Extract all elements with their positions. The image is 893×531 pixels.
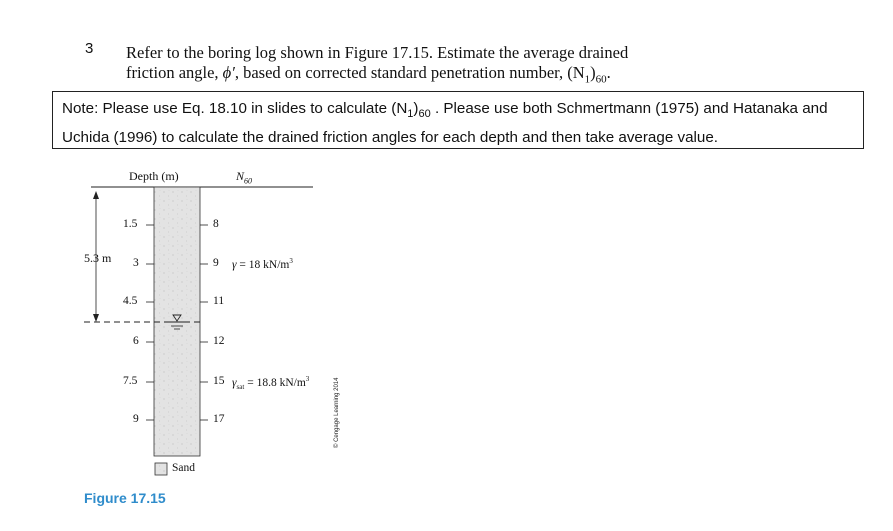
legend-swatch [155,463,167,475]
n60-value: 17 [213,413,225,425]
n60-value: 9 [213,257,219,269]
question-text-line2: friction angle, ϕ′, based on corrected standard penetration number, $(N_1)_{60}$. [126,63,611,86]
n60-value: 15 [213,375,225,387]
depth-header: Depth (m) [129,169,179,183]
legend-label: Sand [172,462,195,474]
n60-value: 11 [213,295,225,307]
question-text-line1: Refer to the boring log shown in Figure 17.15. Estimate the average drained [126,43,629,62]
n60-value: 12 [213,335,225,347]
figure-caption: Figure 17.15 [84,490,166,506]
depth-label: 7.5 [123,375,138,387]
note-box: Note: Please use Eq. 18.10 in slides to calculate $(N_1)_{60}$ . Please use both Schmertmann (1975) and Hatanaka and Uchida (1996) to calculate the drained friction angles for each depth and then take average value. [52,91,864,149]
unit-weight-layer1: γ = 18 $kN/m^3$ [232,257,293,271]
depth-label: 1.5 [123,218,138,230]
dimension-arrow-head-bottom [93,314,99,322]
dimension-arrow-head-top [93,191,99,199]
depth-label: 9 [133,413,139,425]
depth-label: 4.5 [123,295,138,307]
n60-value: 8 [213,218,219,230]
n60-header: $N_{60}$ [236,169,253,186]
depth-label: 3 [133,257,139,269]
water-table-depth-label: 5.3 m [84,251,112,265]
unit-weight-layer2: $\gamma_{sat} = 18.8$ $kN/m^3$ [232,375,310,392]
question-number: 3 [85,40,94,57]
depth-label: 6 [133,335,139,347]
copyright-text: © Cengage Learning 2014 [334,377,340,448]
